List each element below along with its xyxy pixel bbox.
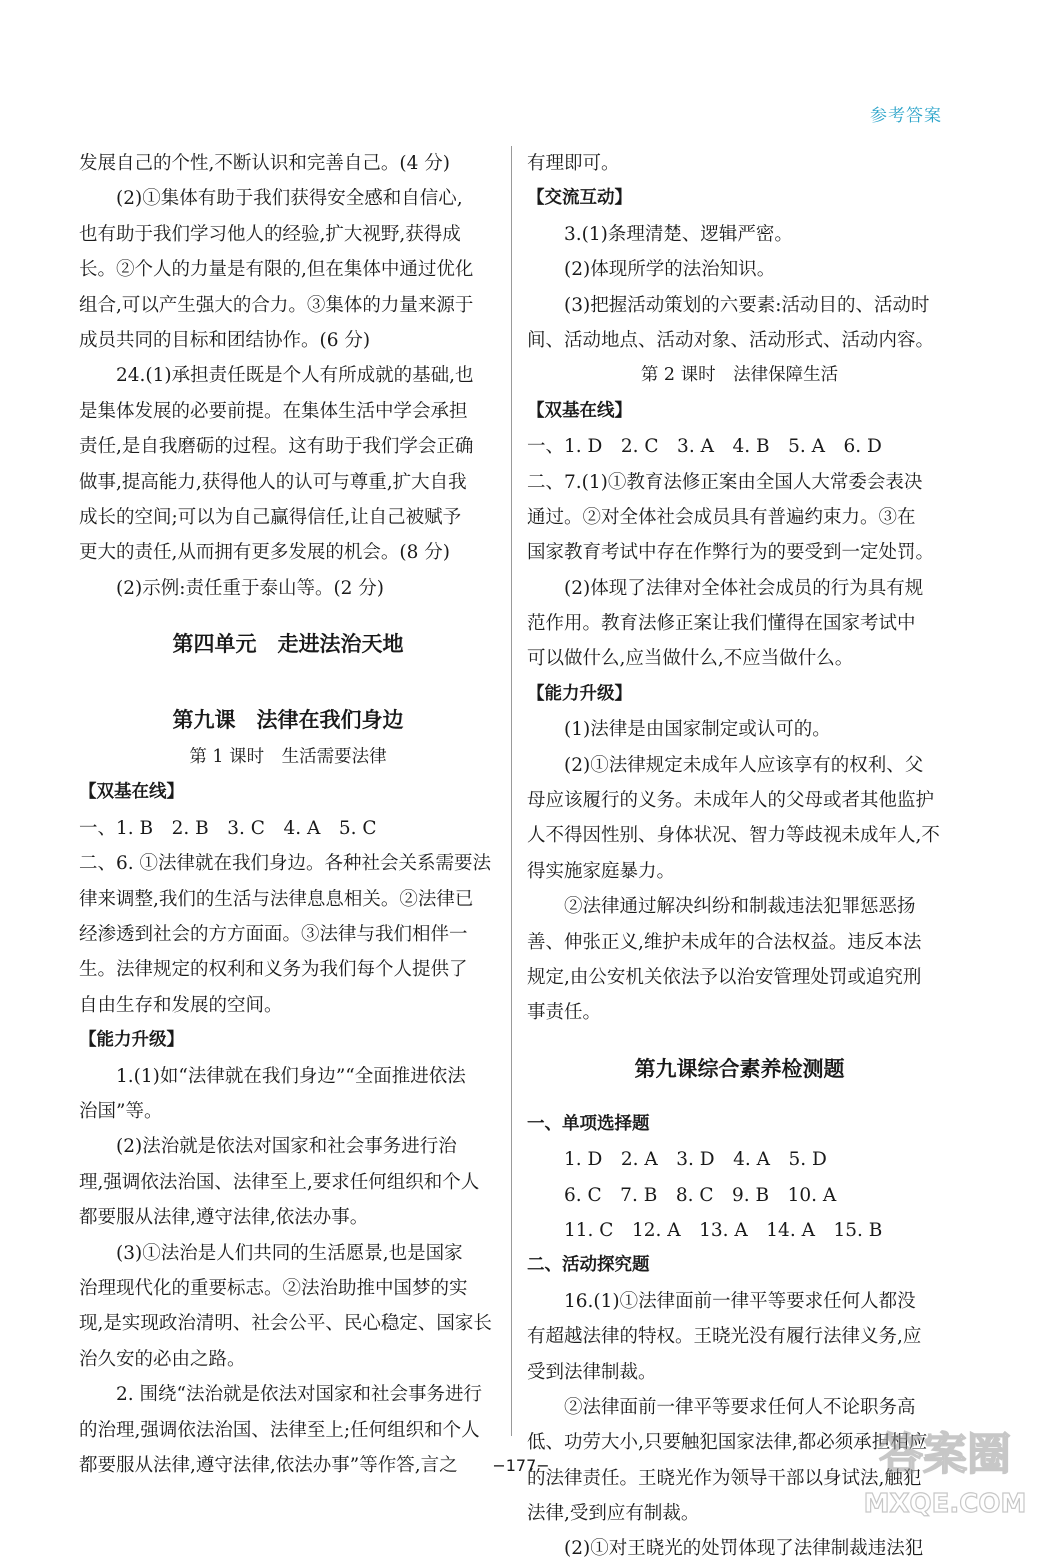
text-line: 一、1. B 2. B 3. C 4. A 5. C (79, 817, 377, 839)
text-line: 治国”等。 (79, 1100, 163, 1122)
text-line: 也有助于我们学习他人的经验,扩大视野,获得成 (79, 223, 461, 245)
text-line: 组合,可以产生强大的合力。③集体的力量来源于 (79, 294, 474, 316)
session-title: 第 1 课时 生活需要法律 (189, 747, 387, 768)
text-line: 人不得因性别、身体状况、智力等歧视未成年人,不 (527, 825, 940, 847)
unit-title: 第四单元 走进法治天地 (172, 632, 404, 657)
section-heading: 【能力升级】 (527, 683, 632, 704)
text-line: 治久安的必由之路。 (79, 1348, 246, 1370)
section-heading: 【双基在线】 (79, 782, 184, 803)
text-line: ②法律面前一律平等要求任何人不论职务高 (564, 1396, 916, 1418)
text-line: 自由生存和发展的空间。 (79, 994, 283, 1016)
text-line: 治理现代化的重要标志。②法治助推中国梦的实 (79, 1277, 468, 1299)
text-line: 更大的责任,从而拥有更多发展的机会。(8 分) (79, 542, 450, 564)
text-line: 的法律责任。王晓光作为领导干部以身试法,触犯 (527, 1467, 922, 1489)
text-line: 都要服从法律,遵守法律,依法办事”等作答,言之 (79, 1454, 458, 1476)
left-column (79, 146, 497, 1483)
text-line: 理,强调依法治国、法律至上,要求任何组织和个人 (79, 1171, 480, 1193)
watermark-text-top: 答案圈 (879, 1429, 1011, 1480)
text-line: 责任,是自我磨砺的过程。这有助于我们学会正确 (79, 436, 474, 458)
text-line: (2)体现了法律对全体社会成员的行为具有规 (564, 577, 924, 599)
session-title: 第 2 课时 法律保障生活 (640, 365, 839, 386)
text-line: 发展自己的个性,不断认识和完善自己。(4 分) (79, 153, 450, 174)
text-line: (3)①法治是人们共同的生活愿景,也是国家 (116, 1242, 463, 1264)
text-line: 1.(1)如“法律就在我们身边”“全面推进依法 (116, 1065, 466, 1087)
text-line: 可以做什么,应当做什么,不应当做什么。 (527, 648, 854, 670)
text-line: (2)①法律规定未成年人应该享有的权利、父 (564, 754, 924, 776)
section-heading: 【能力升级】 (79, 1030, 184, 1051)
column-divider (511, 146, 512, 1436)
answer-line: 1. D 2. A 3. D 4. A 5. D (564, 1149, 827, 1171)
text-line: 受到法律制裁。 (527, 1361, 657, 1383)
text-line: (2)①集体有助于我们获得安全感和自信心, (116, 188, 463, 210)
text-line: 范作用。教育法修正案让我们懂得在国家考试中 (527, 613, 916, 635)
watermark-logo (860, 1414, 1030, 1524)
text-line: 做事,提高能力,获得他人的认可与尊重,扩大自我 (79, 471, 467, 493)
lesson-title: 第九课 法律在我们身边 (172, 708, 404, 733)
text-line: 国家教育考试中存在作弊行为的要受到一定处罚。 (527, 542, 935, 564)
text-line: 有理即可。 (527, 153, 620, 174)
text-line: ②法律通过解决纠纷和制裁违法犯罪惩恶扬 (564, 896, 916, 918)
text-line: (2)法治就是依法对国家和社会事务进行治 (116, 1136, 457, 1158)
text-line: 法律,受到应有制裁。 (527, 1503, 700, 1525)
text-line: 低、功劳大小,只要触犯国家法律,都必须承担相应 (527, 1432, 928, 1454)
text-line: (2)示例:责任重于泰山等。(2 分) (116, 577, 385, 599)
text-line: 24.(1)承担责任既是个人有所成就的基础,也 (116, 365, 474, 387)
header-label: 参考答案 (870, 106, 942, 126)
section-heading: 二、活动探究题 (527, 1255, 650, 1276)
text-line: 二、6. ①法律就在我们身边。各种社会关系需要法 (79, 853, 492, 875)
text-line: (2)体现所学的法治知识。 (564, 259, 776, 281)
text-line: 经渗透到社会的方方面面。③法律与我们相伴一 (79, 924, 468, 946)
text-line: 成员共同的目标和团结协作。(6 分) (79, 329, 371, 351)
text-line: 都要服从法律,遵守法律,依法办事。 (79, 1207, 369, 1229)
section-heading: 【双基在线】 (527, 400, 632, 421)
text-line: 母应该履行的义务。未成年人的父母或者其他监护 (527, 790, 935, 812)
text-line: 间、活动地点、活动对象、活动形式、活动内容。 (527, 329, 935, 351)
text-line: 2. 围绕“法治就是依法对国家和社会事务进行 (116, 1384, 482, 1406)
text-line: 二、7.(1)①教育法修正案由全国人大常委会表决 (527, 471, 923, 493)
answer-line: 11. C 12. A 13. A 14. A 15. B (564, 1219, 883, 1241)
text-line: 的治理,强调依法治国、法律至上;任何组织和个人 (79, 1419, 480, 1441)
text-line: 一、1. D 2. C 3. A 4. B 5. A 6. D (527, 436, 882, 458)
text-line: 善、伸张正义,维护未成年的合法权益。违反本法 (527, 931, 922, 953)
text-line: 成长的空间;可以为自己赢得信任,让自己被赋予 (79, 506, 462, 528)
test-title: 第九课综合素养检测题 (634, 1056, 845, 1081)
section-heading: 一、单项选择题 (527, 1113, 650, 1134)
text-line: 事责任。 (527, 1002, 602, 1024)
text-line: 3.(1)条理清楚、逻辑严密。 (564, 223, 793, 245)
text-line: 有超越法律的特权。王晓光没有履行法律义务,应 (527, 1326, 922, 1348)
text-line: 16.(1)①法律面前一律平等要求任何人都没 (564, 1290, 916, 1312)
answer-line: 6. C 7. B 8. C 9. B 10. A (564, 1184, 837, 1206)
text-line: (2)①对王晓光的处罚体现了法律制裁违法犯 (564, 1538, 924, 1560)
text-line: (3)把握活动策划的六要素:活动目的、活动时 (564, 294, 930, 316)
text-line: 得实施家庭暴力。 (527, 860, 676, 882)
section-heading: 【交流互动】 (527, 188, 632, 209)
text-line: 现,是实现政治清明、社会公平、民心稳定、国家长 (79, 1313, 492, 1335)
text-line: 长。②个人的力量是有限的,但在集体中通过优化 (79, 259, 474, 281)
text-line: 律来调整,我们的生活与法律息息相关。②法律已 (79, 888, 474, 910)
page-number: −177− (492, 1456, 550, 1475)
text-line: 规定,由公安机关依法予以治安管理处罚或追究刑 (527, 966, 922, 988)
text-line: 生。法律规定的权利和义务为我们每个人提供了 (79, 959, 468, 981)
watermark-text-bottom: MXQE.COM (863, 1489, 1027, 1519)
text-line: 是集体发展的必要前提。在集体生活中学会承担 (79, 400, 468, 422)
text-line: (1)法律是由国家制定或认可的。 (564, 719, 831, 741)
right-column (527, 146, 952, 1567)
text-line: 通过。②对全体社会成员具有普遍约束力。③在 (527, 506, 916, 528)
